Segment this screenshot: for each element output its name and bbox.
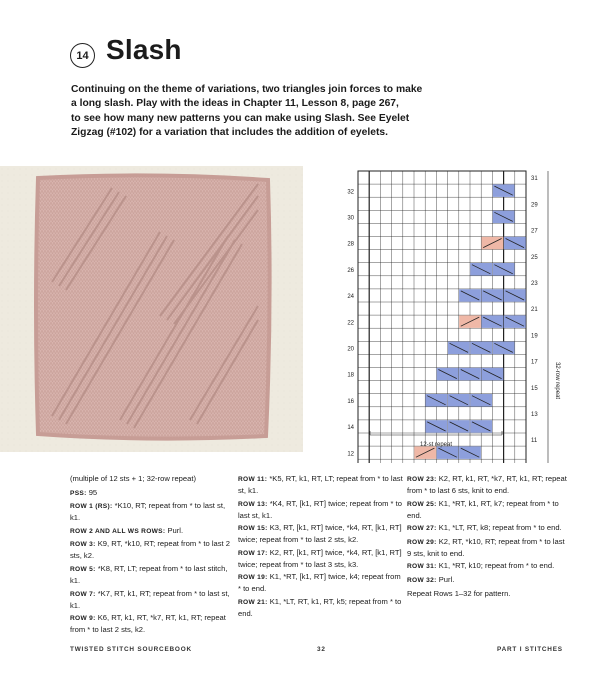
- row-label: 14: [347, 425, 354, 432]
- instructions-column-1: [70, 473, 230, 637]
- swatch-photo: [0, 166, 303, 452]
- pattern-number-badge: [70, 43, 95, 68]
- row-label: 26: [347, 267, 354, 274]
- instruction-line: ROW 3: K9, RT, *k10, RT; repeat from * to last 2 sts, k2.: [70, 539, 230, 561]
- row-label: 12: [347, 451, 354, 458]
- row-repeat-label: 32-row repeat: [554, 362, 560, 400]
- instruction-line: PSS: 95: [70, 487, 98, 497]
- instruction-line: ROW 25: K1, *RT, k1, RT, k7; repeat from * to end.: [407, 498, 559, 520]
- pattern-number: 14: [76, 49, 89, 62]
- intro-line: Continuing on the theme of variations, two triangles join forces to make: [71, 84, 423, 95]
- row-label: 28: [347, 241, 354, 248]
- instruction-line: ROW 1 (RS): *K10, RT; repeat from * to last st, k1.: [70, 501, 226, 523]
- row-label: 30: [347, 215, 354, 222]
- intro-line: Zigzag (#102) for a variation that includes the addition of eyelets.: [71, 127, 388, 139]
- row-label: 32: [347, 189, 354, 196]
- instruction-line: Repeat Rows 1–32 for pattern.: [407, 588, 511, 598]
- intro-line: a long slash. Play with the ideas in Chapter 11, Lesson 8, page 267,: [71, 98, 399, 110]
- row-label: 19: [531, 333, 538, 340]
- instruction-line: ROW 23: K2, RT, k1, RT, *k7, RT, k1, RT; repeat from * to last 6 sts, knit to end.: [407, 474, 567, 495]
- row-label: 25: [531, 254, 538, 261]
- footer-page-number: 32: [317, 646, 326, 653]
- footer-section: PART I STITCHES: [497, 646, 563, 653]
- stitch-repeat-label: 12-st repeat: [419, 442, 453, 448]
- instruction-line: ROW 27: K1, *LT, RT, k8; repeat from * to end.: [407, 523, 562, 533]
- instruction-line: ROW 32: Purl.: [407, 574, 455, 584]
- instructions-column-3: [407, 473, 567, 601]
- instruction-line: ROW 2 AND ALL WS ROWS: Purl.: [70, 525, 184, 535]
- instruction-line: ROW 9: K6, RT, k1, RT, *k7, RT, k1, RT; repeat from * to last 2 sts, k2.: [70, 613, 226, 635]
- instruction-line: ROW 11: *K5, RT, k1, RT, LT; repeat from * to last st, k1.: [238, 474, 403, 495]
- intro-paragraph: [71, 83, 541, 141]
- footer-book-title: TWISTED STITCH SOURCEBOOK: [70, 646, 192, 653]
- instruction-line: ROW 21: K1, *LT, RT, k1, RT, k5; repeat from * to end.: [238, 596, 402, 618]
- instruction-line: ROW 31: K1, *RT, k10; repeat from * to end.: [407, 561, 555, 571]
- row-label: 16: [347, 398, 354, 405]
- row-label: 13: [531, 411, 538, 418]
- intro-line: to see how many new patterns you can make using Slash. See Eyelet: [71, 112, 410, 124]
- row-label: 17: [531, 359, 538, 366]
- instruction-line: ROW 29: K2, RT, *k10, RT; repeat from * to last 9 sts, knit to end.: [407, 536, 565, 558]
- instruction-line: (multiple of 12 sts + 1; 32-row repeat): [70, 474, 196, 483]
- instruction-line: ROW 5: *K8, RT, LT; repeat from * to last stitch, k1.: [70, 563, 228, 585]
- row-label: 21: [531, 307, 538, 314]
- row-label: 11: [531, 438, 538, 445]
- instruction-line: ROW 17: K2, RT, [k1, RT] twice, *k4, RT, [k1, RT] twice; repeat from * to last 3 sts, k3.: [238, 547, 402, 569]
- row-label: 24: [347, 294, 354, 301]
- row-label: 15: [531, 385, 538, 392]
- chart-odd-row-labels: [531, 176, 538, 463]
- row-label: 27: [531, 228, 538, 235]
- page-title: Slash: [106, 34, 182, 65]
- row-label: 31: [531, 176, 538, 183]
- instruction-line: ROW 19: K1, *RT, [k1, RT] twice, k4; repeat from * to end.: [238, 572, 401, 594]
- instruction-line: ROW 13: *K4, RT, [k1, RT] twice; repeat from * to last st, k1.: [238, 498, 402, 520]
- instruction-line: ROW 7: *K7, RT, k1, RT; repeat from * to last st, k1.: [70, 588, 230, 610]
- chart-even-row-labels: [347, 189, 354, 463]
- stitch-chart: [330, 163, 570, 463]
- instruction-line: ROW 15: K3, RT, [k1, RT] twice, *k4, RT, [k1, RT] twice; repeat from * to last 2 sts, k2.: [238, 523, 402, 545]
- row-label: 29: [531, 202, 538, 209]
- row-label: 18: [347, 372, 354, 379]
- instructions-column-2: [238, 473, 403, 621]
- row-label: 20: [347, 346, 354, 353]
- row-label: 23: [531, 280, 538, 287]
- row-label: 22: [347, 320, 354, 327]
